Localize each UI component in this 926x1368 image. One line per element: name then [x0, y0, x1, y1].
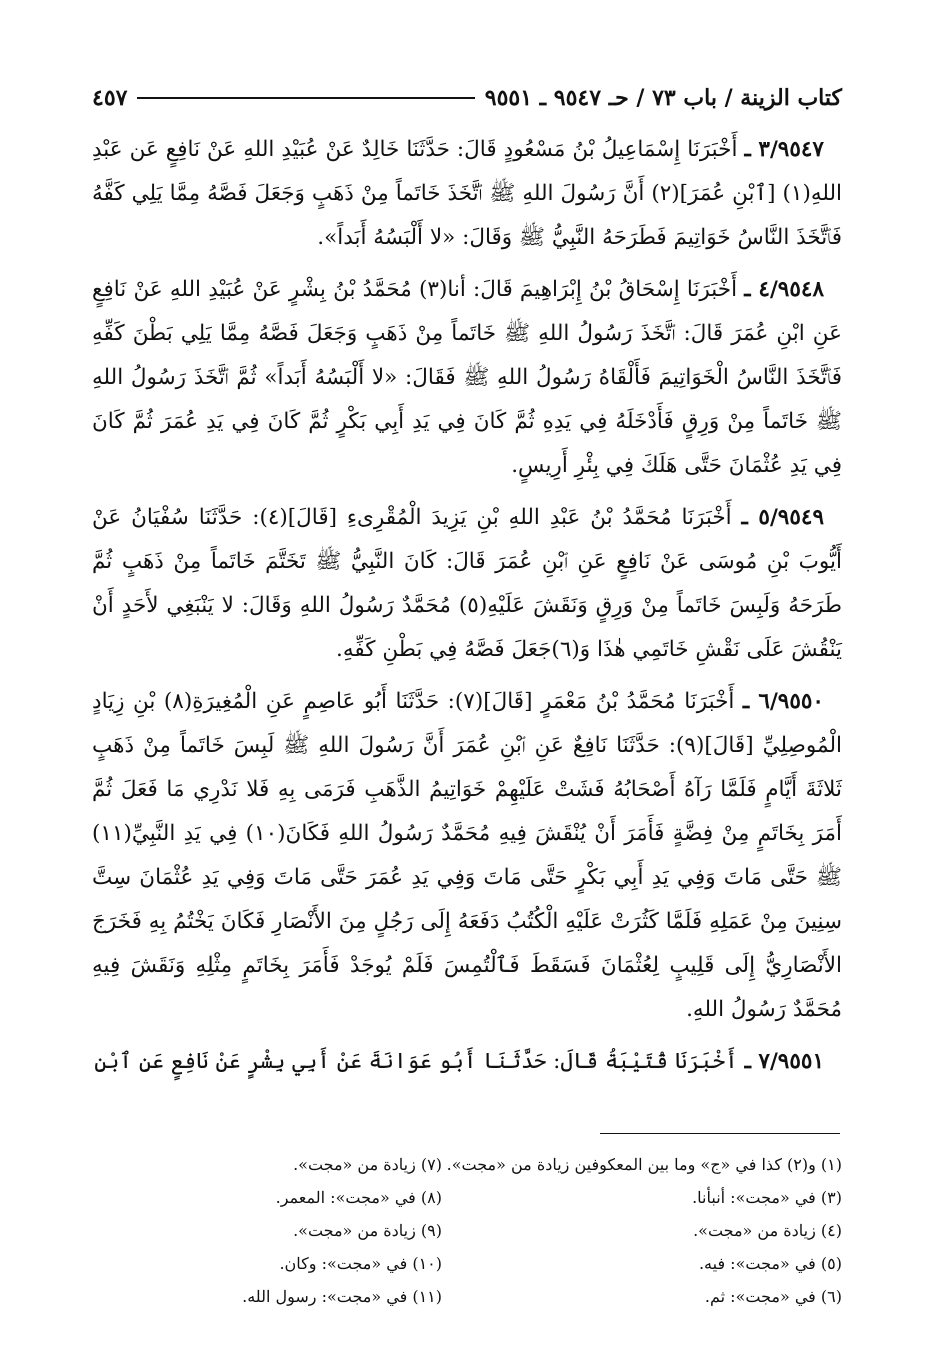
hadith-number: ٥/٩٥٤٩ ـ	[741, 505, 824, 530]
footnote: (٩) زيادة من «مجت».	[293, 1221, 442, 1240]
hadith-number: ٦/٩٥٥٠ ـ	[742, 689, 824, 714]
running-title: كتاب الزينة / باب ٧٣ / حـ ٩٥٤٧ ـ ٩٥٥١	[484, 85, 842, 111]
footnote: (٤) زيادة من «مجت».	[693, 1221, 842, 1240]
footnote-separator	[600, 1133, 840, 1134]
hadith-paragraph	[92, 128, 842, 260]
hadith-text: أَخْبَرَنَا قُتَيْبَةُ قَالَ: حَدَّثَنَا أَبُو عَوَانَةَ عَنْ أَبِي بِشْرٍ عَنْ نَافِعٍ عَنِ ٱبْنِ	[94, 1049, 738, 1074]
page-number: ٤٥٧	[92, 85, 128, 111]
hadith-paragraph	[92, 680, 842, 1032]
hadith-number: ٣/٩٥٤٧ ـ	[744, 137, 824, 162]
header-rule	[137, 97, 474, 99]
hadith-text: أَخْبَرَنَا إِسْحَاقُ بْنُ إِبْرَاهِيمَ قَالَ: أنا(٣) مُحَمَّدُ بْنُ بِشْرٍ عَنْ عُبَيْدِ اللهِ عَنْ نَافِعٍ عَنِ ابْنِ عُمَرَ قَالَ: ٱتَّخَذَ رَسُولُ اللهِ ﷺ خَاتَماً مِنْ ذَهَبٍ وَجَعَلَ فَصَّهُ مِمَّا يَلِي بَطْنَ كَفِّهِ فَٱتَّخَذَ النَّاسُ الْخَوَاتِيمَ فَأَلْقَاهُ رَسُولُ اللهِ ﷺ فَقَالَ: «لا أَلْبَسُهُ أَبَداً» ثُمَّ ٱتَّخَذَ رَسُولُ اللهِ ﷺ خَاتَماً مِنْ وَرِقٍ فَأَدْخَلَهُ فِي يَدِهِ ثُمَّ كَانَ فِي يَدِ أَبِي بَكْرٍ ثُمَّ كَانَ فِي يَدِ عُمَرَ ثُمَّ كَانَ فِي يَدِ عُثْمَانَ حَتَّى هَلَكَ فِي بِئْرِ أَرِيسٍ.	[92, 277, 842, 478]
hadith-text: أَخْبَرَنَا إِسْمَاعِيلُ بْنُ مَسْعُودٍ قَالَ: حَدَّثَنَا خَالِدٌ عَنْ عُبَيْدِ اللهِ عَنْ نَافِعٍ عَن عَبْدِ اللهِ(١) [ٱبْنِ عُمَرَ](٢) أَنَّ رَسُولَ اللهِ ﷺ ٱتَّخَذَ خَاتَماً مِنْ ذَهَبٍ وَجَعَلَ فَصَّهُ مِمَّا يَلِي كَفَّهُ فَٱتَّخَذَ النَّاسُ خَوَاتِيمَ فَطَرَحَهُ النَّبِيُّ ﷺ وَقَالَ: «لا أَلْبَسُهُ أَبَداً».	[92, 137, 842, 250]
hadith-paragraph	[92, 496, 842, 672]
hadith-number: ٧/٩٥٥١ ـ	[744, 1049, 824, 1074]
footnote: (٧) زيادة من «مجت».	[293, 1155, 442, 1174]
hadith-paragraph	[92, 1040, 842, 1084]
hadith-text: أَخْبَرَنَا مُحَمَّدُ بْنُ مَعْمَرٍ [قَالَ](٧): حَدَّثَنَا أَبُو عَاصِمٍ عَنِ الْمُغِيرَةِ(٨) بْنِ زِيَادٍ الْمُوصِلِيِّ [قَالَ](٩): حَدَّثَنَا نَافِعٌ عَنِ ٱبْنِ عُمَرَ أَنَّ رَسُولَ اللهِ ﷺ لَبِسَ خَاتَماً مِنْ ذَهَبٍ ثَلاثَةَ أَيَّامٍ فَلَمَّا رَآهُ أَصْحَابُهُ فَشَتْ عَلَيْهِمْ خَوَاتِيمُ الذَّهَبِ فَرَمَى بِهِ فَلا نَدْرِي مَا فَعَلَ ثُمَّ أَمَرَ بِخَاتَمٍ مِنْ فِضَّةٍ فَأَمَرَ أَنْ يُنْقَشَ فِيهِ مُحَمَّدٌ رَسُولُ اللهِ فَكَانَ(١٠) فِي يَدِ النَّبِيِّ(١١) ﷺ حَتَّى مَاتَ وَفِي يَدِ أَبِي بَكْرٍ حَتَّى مَاتَ وَفِي يَدِ عُمَرَ حَتَّى مَاتَ وَفِي يَدِ عُثْمَانَ سِتَّ سِنِينَ مِنْ عَمَلِهِ فَلَمَّا كَثُرَتْ عَلَيْهِ الْكُتُبُ دَفَعَهُ إِلَى رَجُلٍ مِنَ الأَنْصَارِ فَكَانَ يَخْتُمُ بِهِ فَخَرَجَ الأَنْصَارِيُّ إِلَى قَلِيبٍ لِعُثْمَانَ فَسَقَطَ فَٱلْتُمِسَ فَلَمْ يُوجَدْ فَأَمَرَ بِخَاتَمٍ مِثْلِهِ وَنَقَشَ فِيهِ مُحَمَّدٌ رَسُولُ اللهِ.	[92, 689, 842, 1022]
hadith-text-body	[92, 128, 842, 1092]
footnote: (٣) في «مجت»: أنبأنا.	[692, 1188, 842, 1207]
page-header	[92, 80, 842, 116]
hadith-text: أَخْبَرَنَا مُحَمَّدُ بْنُ عَبْدِ اللهِ بْنِ يَزِيدَ الْمُقْرِىءِ [قَالَ](٤): حَدَّثَنَا سُفْيَانُ عَنْ أَيُّوبَ بْنِ مُوسَى عَنْ نَافِعٍ عَنِ ٱبْنِ عُمَرَ قَالَ: كَانَ النَّبِيُّ ﷺ تَخَتَّمَ خَاتَماً مِنْ ذَهَبٍ ثُمَّ طَرَحَهُ وَلَبِسَ خَاتَماً مِنْ وَرِقٍ وَنَقَشَ عَلَيْهِ(٥) مُحَمَّدٌ رَسُولُ اللهِ وَقَالَ: لا يَنْبَغِي لأَحَدٍ أَنْ يَنْقُشَ عَلَى نَقْشِ خَاتَمِي هٰذَا وَ(٦)جَعَلَ فَصَّهُ فِي بَطْنِ كَفِّهِ.	[92, 505, 843, 662]
hadith-number: ٤/٩٥٤٨ ـ	[744, 277, 824, 302]
footnotes-column-right	[442, 1148, 842, 1313]
footnote: (٨) في «مجت»: المعمر.	[275, 1188, 442, 1207]
footnote: (١١) في «مجت»: رسول الله.	[242, 1287, 442, 1306]
footnote: (١) و(٢) كذا في «ج» وما بين المعكوفين زيادة من «مجت».	[446, 1155, 842, 1174]
footnotes-column-left	[92, 1148, 442, 1313]
footnote: (٦) في «مجت»: ثم.	[704, 1287, 842, 1306]
footnote: (٥) في «مجت»: فيه.	[698, 1254, 842, 1273]
footnotes	[92, 1148, 842, 1313]
hadith-paragraph	[92, 268, 842, 488]
footnote: (١٠) في «مجت»: وكان.	[279, 1254, 442, 1273]
